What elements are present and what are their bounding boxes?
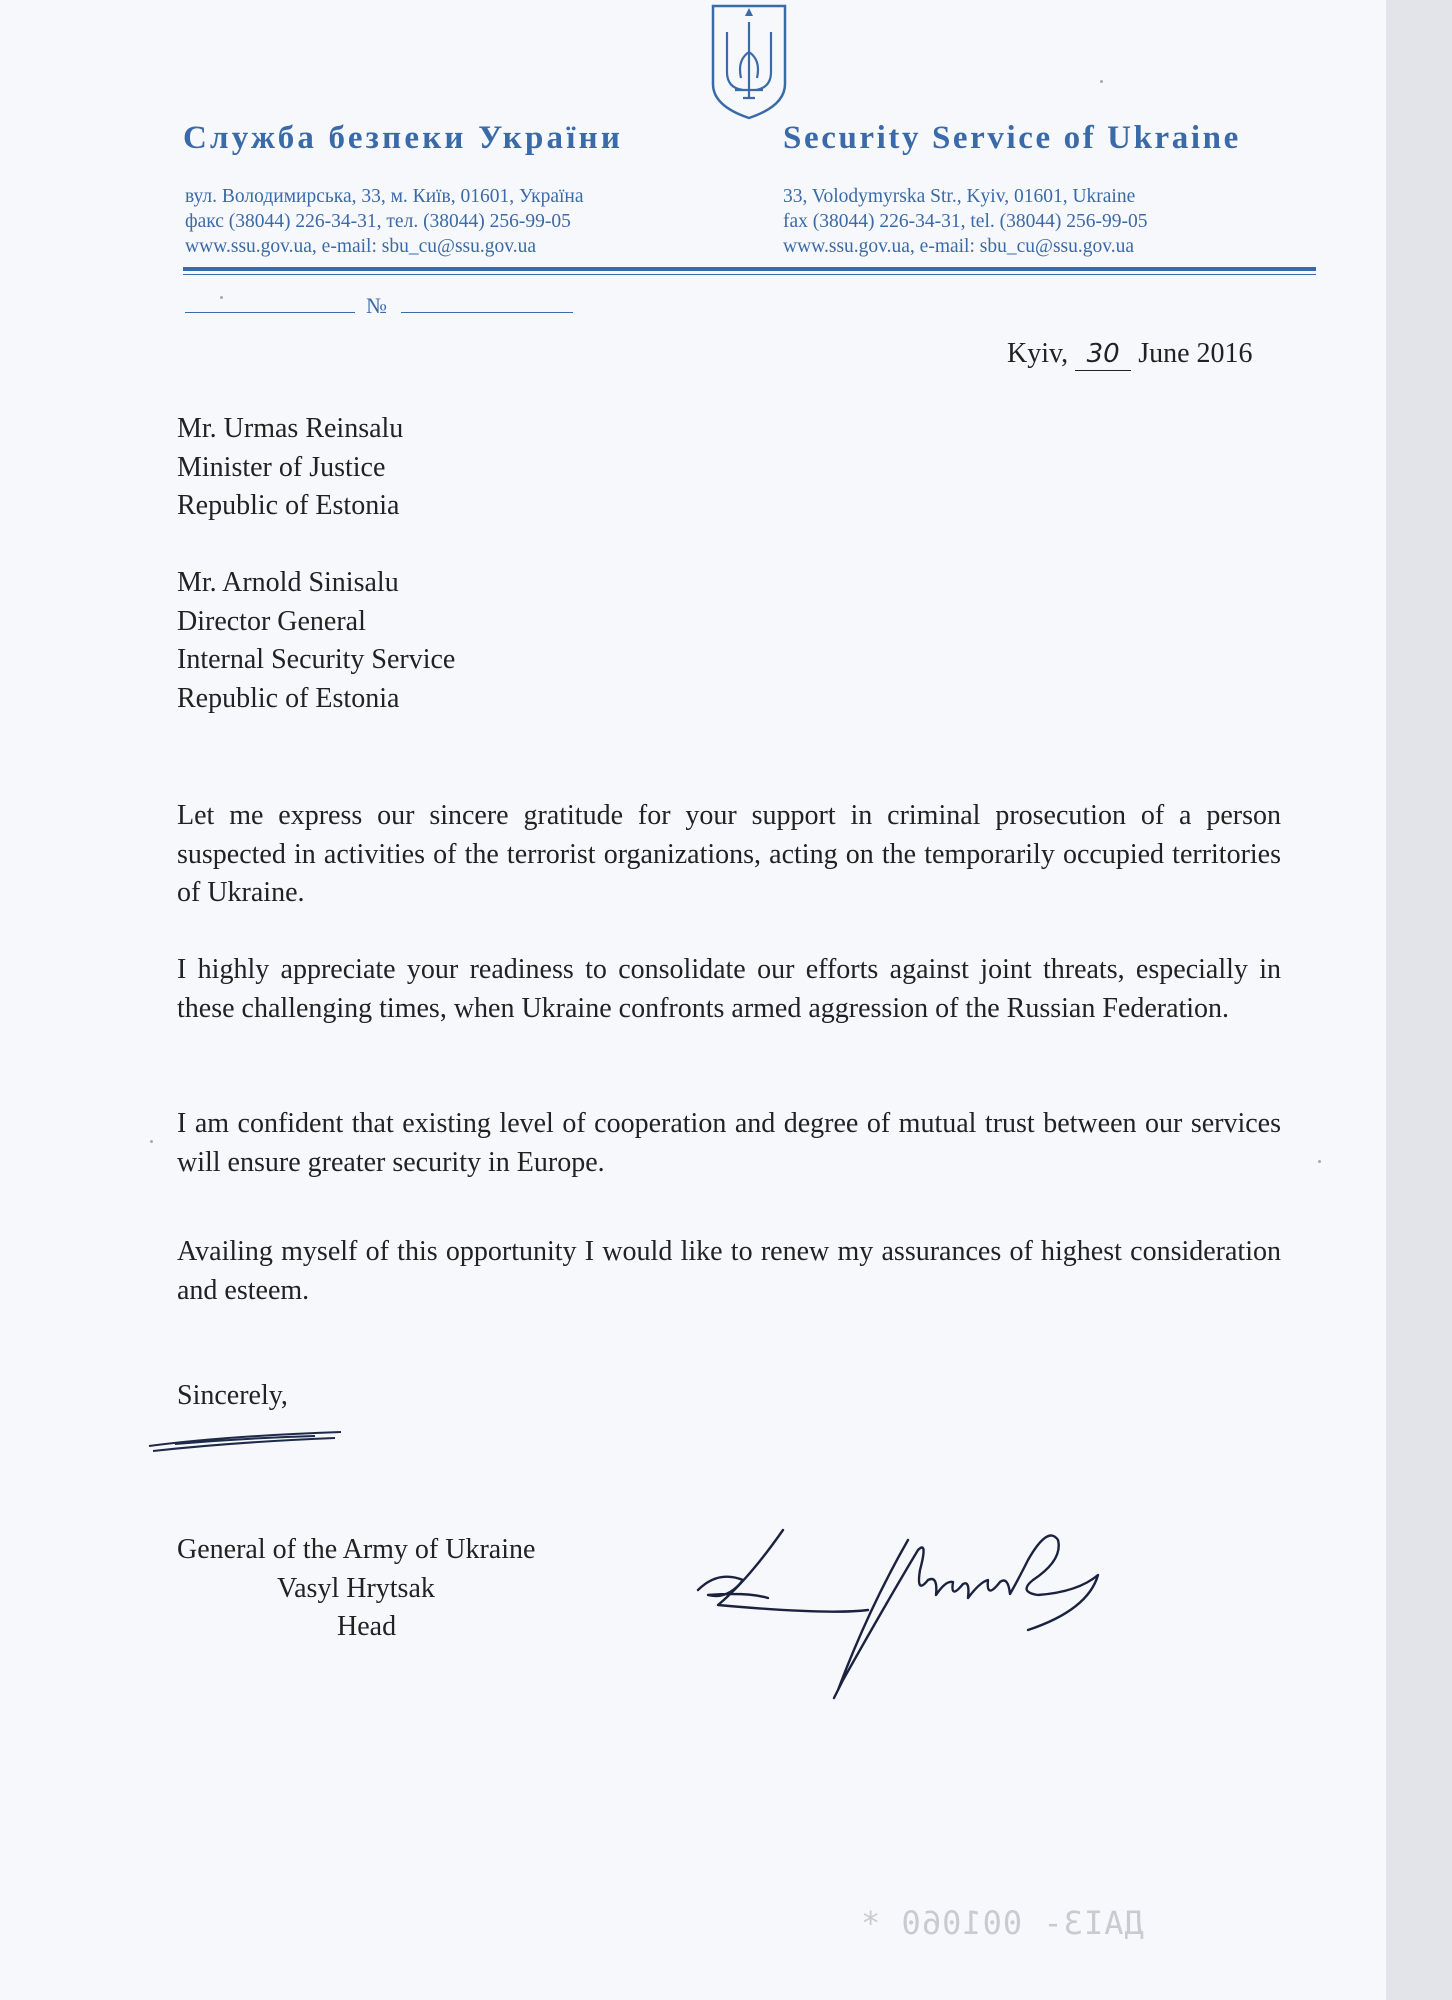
- address-line: fax (38044) 226-34-31, tel. (38044) 256-99-05: [783, 211, 1148, 232]
- address-english: [783, 184, 1147, 259]
- ukraine-trident-emblem: [707, 2, 791, 120]
- letterhead-divider-thin: [183, 274, 1316, 275]
- addressee-line: Republic of Estonia: [177, 682, 400, 714]
- speck: [220, 296, 223, 299]
- address-line: вул. Володимирська, 33, м. Київ, 01601, Україна: [185, 186, 584, 207]
- address-line: 33, Volodymyrska Str., Kyiv, 01601, Ukraine: [783, 186, 1136, 207]
- body-paragraph: Let me express our sincere gratitude for your support in criminal prosecution of a person suspected in activities of the terrorist organizations, acting on the temporarily occupied territories of Ukraine.: [177, 800, 1281, 908]
- addressee-line: Republic of Estonia: [177, 490, 400, 521]
- reg-number-blank: [401, 312, 573, 313]
- scan-edge: [1386, 0, 1452, 2000]
- addressee-line: Mr. Arnold Sinisalu: [177, 567, 399, 598]
- body-paragraph: I highly appreciate your readiness to consolidate our efforts against joint threats, especially in these challenging times, when Ukraine confronts armed aggression of the Russian Federation.: [177, 954, 1281, 1024]
- date-city: Kyiv,: [1007, 338, 1069, 369]
- ink-strokes: [145, 1424, 345, 1454]
- org-name-ukrainian: Служба безпеки України: [183, 120, 624, 156]
- addressee-line: Internal Security Service: [177, 644, 456, 675]
- addressee-line: Mr. Urmas Reinsalu: [177, 413, 404, 444]
- speck: [1318, 1160, 1321, 1163]
- reg-number-label: №: [366, 293, 387, 318]
- reg-date-blank: [185, 312, 355, 313]
- org-name-english: Security Service of Ukraine: [783, 120, 1241, 156]
- speck: [150, 1140, 153, 1143]
- letterhead-divider: [183, 267, 1316, 271]
- letter-date: [1007, 338, 1253, 371]
- signatory-title: Head: [337, 1611, 397, 1642]
- date-day-handwritten: 30: [1075, 338, 1131, 371]
- closing: Sincerely,: [177, 1380, 288, 1411]
- handwritten-signature: [688, 1520, 1108, 1720]
- addressee-block: [177, 564, 455, 718]
- addressee-line: Minister of Justice: [177, 451, 386, 483]
- addressee-line: Director General: [177, 605, 366, 637]
- addressee-block: [177, 410, 403, 526]
- registration-stamp: ДАІЗ- 001060 *: [860, 1904, 1144, 1942]
- body-paragraph: Availing myself of this opportunity I would like to renew my assurances of highest consideration and esteem.: [177, 1236, 1281, 1306]
- signatory-name: Vasyl Hrytsak: [277, 1572, 435, 1604]
- address-line: www.ssu.gov.ua, e-mail: sbu_cu@ssu.gov.ua: [783, 236, 1135, 257]
- address-line: www.ssu.gov.ua, e-mail: sbu_cu@ssu.gov.ua: [185, 236, 537, 257]
- address-ukrainian: [185, 184, 583, 259]
- body-paragraph: I am confident that existing level of cooperation and degree of mutual trust between our services will ensure greater security in Europe.: [177, 1108, 1281, 1178]
- address-line: факс (38044) 226-34-31, тел. (38044) 256-99-05: [185, 211, 571, 232]
- signatory-rank: General of the Army of Ukraine: [177, 1534, 536, 1565]
- speck: [1100, 80, 1103, 83]
- signatory-block: [177, 1531, 535, 1647]
- date-month-year: June 2016: [1138, 338, 1253, 369]
